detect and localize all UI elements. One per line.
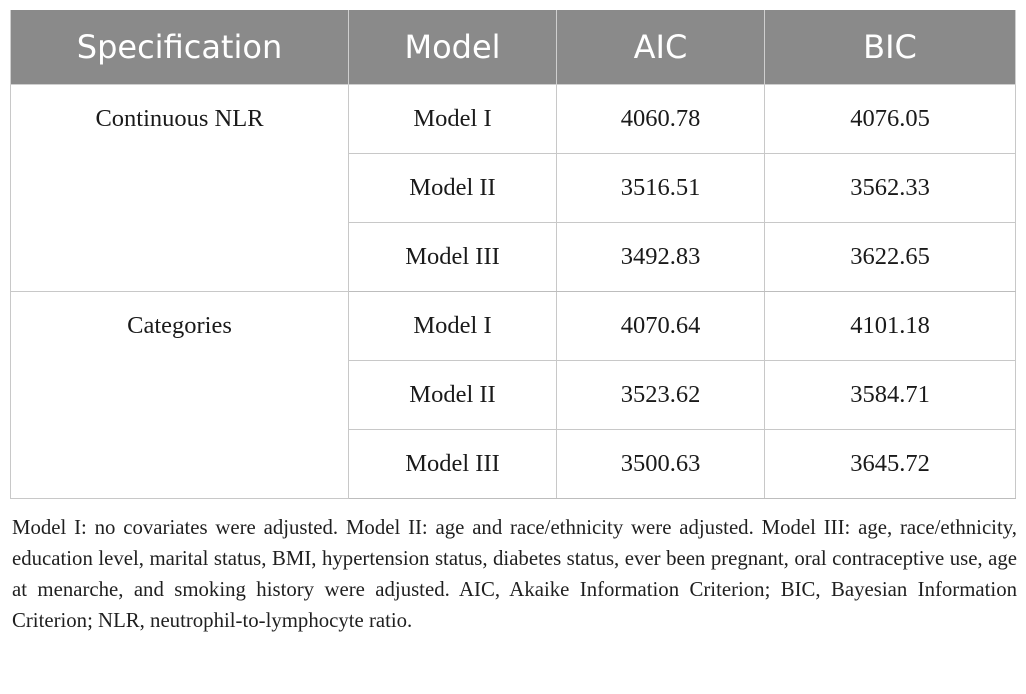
model-cell: Model I: [349, 292, 557, 361]
bic-cell: 3645.72: [765, 430, 1016, 499]
model-cell: Model III: [349, 430, 557, 499]
aic-cell: 3492.83: [557, 223, 765, 292]
specification-cell: Categories: [11, 292, 349, 499]
results-table-container: [10, 10, 1015, 499]
header-aic: AIC: [557, 10, 765, 85]
header-model: Model: [349, 10, 557, 85]
table-row: [11, 85, 1016, 154]
aic-cell: 3500.63: [557, 430, 765, 499]
bic-cell: 4101.18: [765, 292, 1016, 361]
bic-cell: 4076.05: [765, 85, 1016, 154]
model-cell: Model I: [349, 85, 557, 154]
specification-cell: Continuous NLR: [11, 85, 349, 292]
bic-cell: 3562.33: [765, 154, 1016, 223]
model-cell: Model III: [349, 223, 557, 292]
table-footnote: Model I: no covariates were adjusted. Model II: age and race/ethnicity were adjusted. Model III: age, race/ethnicity, education level, marital status, BMI, hypertension status, diabetes status, ever been pregnant, oral contraceptive use, age at menarche, and smoking history were adjusted. AIC, Akaike Information Criterion; BIC, Bayesian Information Criterion; NLR, neutrophil-to-lymphocyte ratio.: [12, 516, 1017, 632]
header-bic: BIC: [765, 10, 1016, 85]
bic-cell: 3584.71: [765, 361, 1016, 430]
table-row: [11, 292, 1016, 361]
header-specification: Specification: [11, 10, 349, 85]
model-fit-table: [10, 10, 1016, 499]
model-cell: Model II: [349, 154, 557, 223]
model-cell: Model II: [349, 361, 557, 430]
aic-cell: 3516.51: [557, 154, 765, 223]
aic-cell: 3523.62: [557, 361, 765, 430]
bic-cell: 3622.65: [765, 223, 1016, 292]
table-header-row: [11, 10, 1016, 85]
aic-cell: 4060.78: [557, 85, 765, 154]
aic-cell: 4070.64: [557, 292, 765, 361]
